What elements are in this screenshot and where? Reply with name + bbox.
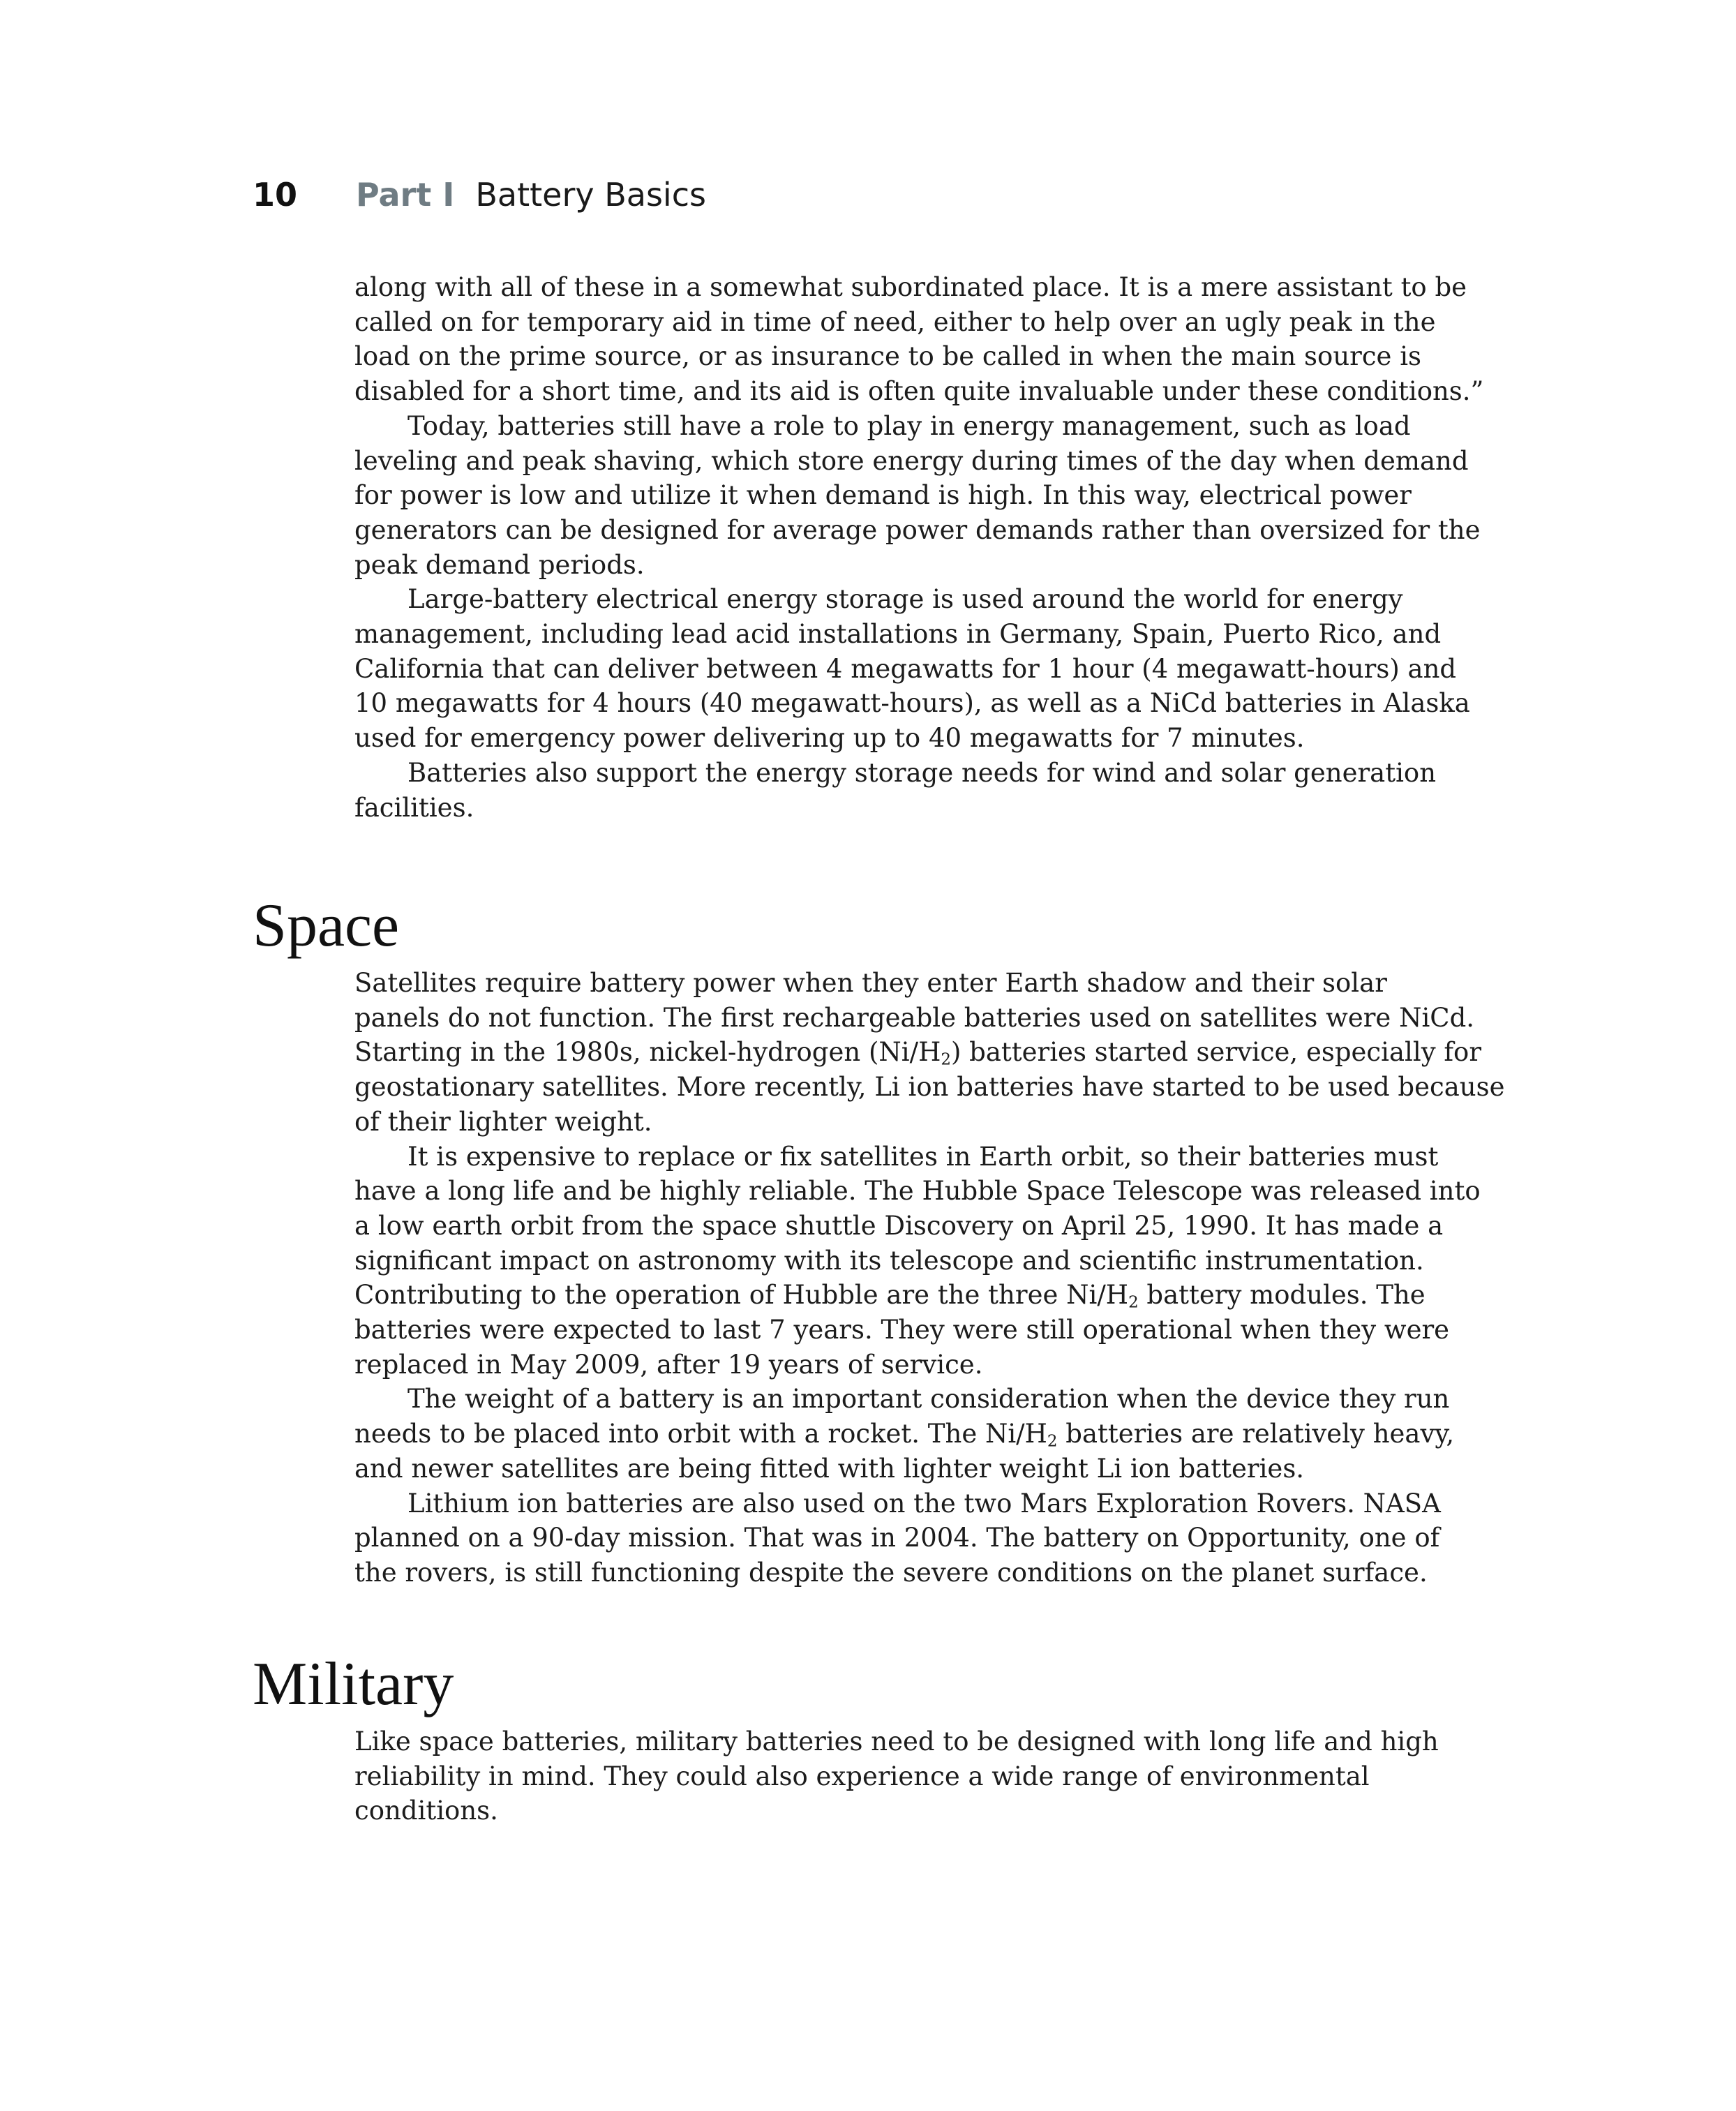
paragraph bbox=[354, 409, 1481, 583]
text-line: California that can deliver between 4 megawatts for 1 hour (4 megawatt-hours) and bbox=[354, 653, 1457, 684]
text-line: for power is low and utilize it when demand is high. In this way, electrical power bbox=[354, 480, 1412, 511]
text-line: a low earth orbit from the space shuttle Discovery on April 25, 1990. It has made a bbox=[354, 1210, 1444, 1241]
page-number: 10 bbox=[253, 176, 298, 214]
section-heading-space: Space bbox=[253, 892, 400, 960]
text-line: planned on a 90-day mission. That was in 2004. The battery on Opportunity, one of bbox=[354, 1523, 1440, 1553]
text-line: have a long life and be highly reliable. The Hubble Space Telescope was released into bbox=[354, 1176, 1481, 1207]
text-line: The weight of a battery is an important consideration when the device they run bbox=[407, 1384, 1450, 1415]
text-line: called on for temporary aid in time of need, either to help over an ugly peak in the bbox=[354, 306, 1436, 337]
paragraph bbox=[354, 1382, 1457, 1486]
text-line: reliability in mind. They could also experience a wide range of environmental bbox=[354, 1761, 1370, 1791]
text-line: panels do not function. The first rechargeable batteries used on satellites were NiCd. bbox=[354, 1002, 1475, 1033]
text-line: Contributing to the operation of Hubble are the three $Ni/H_2$ battery modules. The bbox=[354, 1280, 1426, 1313]
text-line: the rovers, is still functioning despite the severe conditions on the planet surface. bbox=[354, 1557, 1428, 1588]
text-line: load on the prime source, or as insurance to be called in when the main source is bbox=[354, 341, 1422, 372]
text-line: Batteries also support the energy storage needs for wind and solar generation bbox=[407, 757, 1437, 788]
text-line: Lithium ion batteries are also used on the two Mars Exploration Rovers. NASA bbox=[407, 1488, 1441, 1519]
text-line: and newer satellites are being fitted with lighter weight Li ion batteries. bbox=[354, 1453, 1305, 1484]
text-line: significant impact on astronomy with its telescope and scientific instrumentation. bbox=[354, 1245, 1424, 1276]
text-line: leveling and peak shaving, which store energy during times of the day when demand bbox=[354, 445, 1469, 476]
chapter-title: Battery Basics bbox=[475, 176, 706, 214]
text-line: Satellites require battery power when they enter Earth shadow and their solar bbox=[354, 968, 1387, 998]
text-line: along with all of these in a somewhat subordinated place. It is a mere assistant to be bbox=[354, 272, 1467, 302]
text-line: peak demand periods. bbox=[354, 549, 645, 580]
text-line: Today, batteries still have a role to play in energy management, such as load bbox=[407, 410, 1411, 441]
text-line: batteries were expected to last 7 years. They were still operational when they were bbox=[354, 1315, 1450, 1345]
text-line: needs to be placed into orbit with a rocket. The $Ni/H_2$ batteries are relatively heavy, bbox=[354, 1419, 1455, 1451]
text-line: geostationary satellites. More recently, Li ion batteries have started to be used because bbox=[354, 1072, 1505, 1103]
paragraph bbox=[354, 582, 1470, 756]
text-line: management, including lead acid installations in Germany, Spain, Puerto Rico, and bbox=[354, 619, 1442, 650]
text-line: used for emergency power delivering up to 40 megawatts for 7 minutes. bbox=[354, 723, 1305, 754]
text-line: disabled for a short time, and its aid is often quite invaluable under these conditions.” bbox=[354, 376, 1484, 407]
paragraph bbox=[354, 966, 1505, 1140]
paragraph bbox=[354, 1486, 1457, 1590]
text-line: generators can be designed for average power demands rather than oversized for the bbox=[354, 514, 1481, 545]
running-head bbox=[253, 176, 706, 214]
intro-text bbox=[354, 270, 1484, 825]
text-line: Like space batteries, military batteries need to be designed with long life and high bbox=[354, 1726, 1439, 1756]
paragraph bbox=[354, 1724, 1457, 1828]
section-heading-military: Military bbox=[253, 1650, 454, 1718]
paragraph bbox=[354, 756, 1457, 825]
text-line: Large-battery electrical energy storage is used around the world for energy bbox=[407, 584, 1403, 615]
text-line: 10 megawatts for 4 hours (40 megawatt-hours), as well as a NiCd batteries in Alaska bbox=[354, 688, 1470, 719]
military-text bbox=[354, 1724, 1457, 1828]
paragraph bbox=[354, 1140, 1481, 1382]
paragraph bbox=[354, 270, 1484, 409]
text-line: facilities. bbox=[354, 792, 474, 823]
text-line: It is expensive to replace or fix satellites in Earth orbit, so their batteries must bbox=[407, 1141, 1439, 1172]
text-line: of their lighter weight. bbox=[354, 1106, 652, 1137]
text-line: Starting in the 1980s, nickel-hydrogen $(Ni/H_2)$ batteries started service, especially for bbox=[354, 1037, 1482, 1070]
part-label: Part I bbox=[356, 176, 455, 214]
text-line: replaced in May 2009, after 19 years of service. bbox=[354, 1349, 983, 1380]
text-line: conditions. bbox=[354, 1796, 498, 1826]
space-text bbox=[354, 966, 1505, 1590]
